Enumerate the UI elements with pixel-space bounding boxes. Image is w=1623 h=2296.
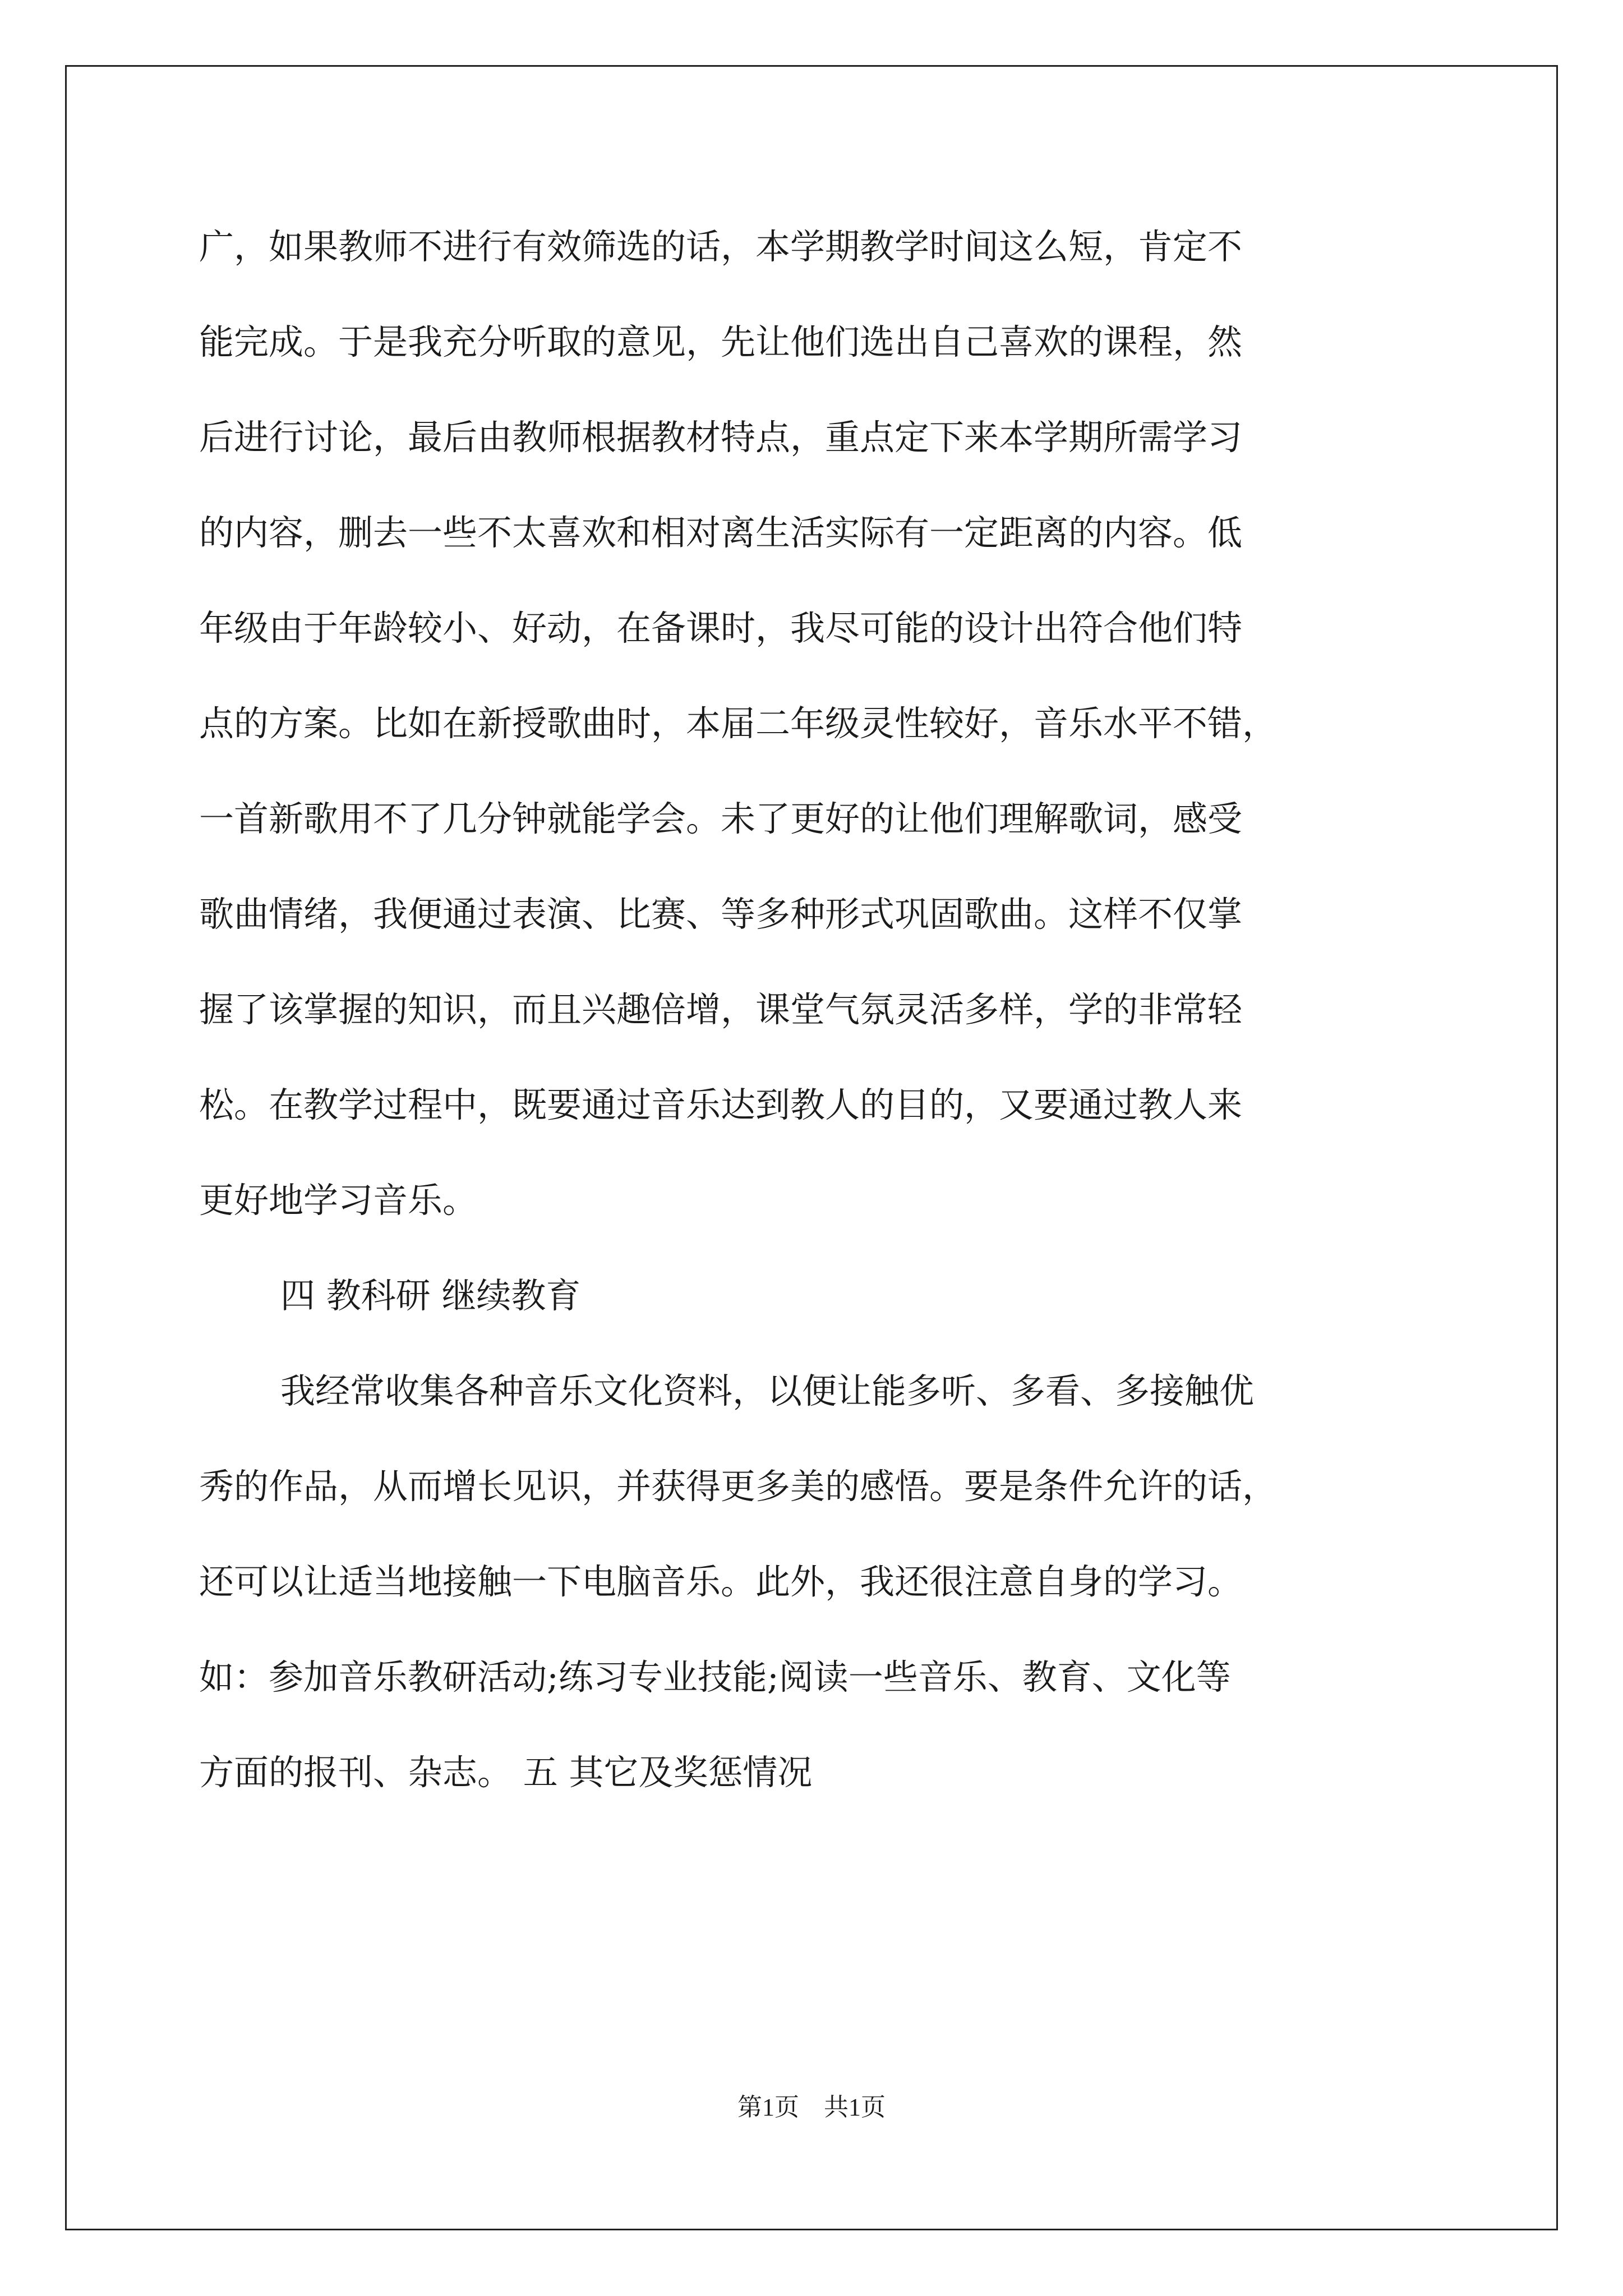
paragraph-line: 如：参加音乐教研活动;练习专业技能;阅读一些音乐、教育、文化等 bbox=[199, 1657, 1231, 1697]
paragraph-line: 方面的报刊、杂志。 五 其它及奖惩情况 bbox=[199, 1752, 813, 1793]
paragraph-line: 点的方案。比如在新授歌曲时，本届二年级灵性较好，音乐水平不错， bbox=[199, 703, 1278, 744]
paragraph-line: 松。在教学过程中，既要通过音乐达到教人的目的，又要通过教人来 bbox=[199, 1084, 1243, 1125]
section-heading: 四 教科研 继续教育 bbox=[280, 1275, 581, 1316]
paragraph-line: 能完成。于是我充分听取的意见，先让他们选出自己喜欢的课程，然 bbox=[199, 321, 1243, 362]
paragraph-line: 年级由于年龄较小、好动，在备课时，我尽可能的设计出符合他们特 bbox=[199, 608, 1243, 648]
paragraph-line: 更好地学习音乐。 bbox=[199, 1180, 478, 1221]
paragraph-line: 歌曲情绪，我便通过表演、比赛、等多种形式巩固歌曲。这样不仅掌 bbox=[199, 894, 1243, 935]
paragraph-line: 还可以让适当地接触一下电脑音乐。此外，我还很注意自身的学习。 bbox=[199, 1561, 1243, 1602]
paragraph-line: 广，如果教师不进行有效筛选的话，本学期教学时间这么短，肯定不 bbox=[199, 226, 1243, 267]
page-border bbox=[65, 65, 1558, 2230]
paragraph-line: 一首新歌用不了几分钟就能学会。未了更好的让他们理解歌词，感受 bbox=[199, 798, 1243, 839]
paragraph-line: 的内容，删去一些不太喜欢和相对离生活实际有一定距离的内容。低 bbox=[199, 512, 1243, 553]
paragraph-line: 我经常收集各种音乐文化资料，以便让能多听、多看、多接触优 bbox=[280, 1370, 1255, 1411]
paragraph-line: 秀的作品，从而增长见识，并获得更多美的感悟。要是条件允许的话， bbox=[199, 1466, 1278, 1507]
paragraph-line: 握了该掌握的知识，而且兴趣倍增，课堂气氛灵活多样，学的非常轻 bbox=[199, 989, 1243, 1030]
page-number-footer: 第1页 共1页 bbox=[737, 2093, 886, 2121]
paragraph-line: 后进行讨论，最后由教师根据教材特点，重点定下来本学期所需学习 bbox=[199, 417, 1243, 458]
